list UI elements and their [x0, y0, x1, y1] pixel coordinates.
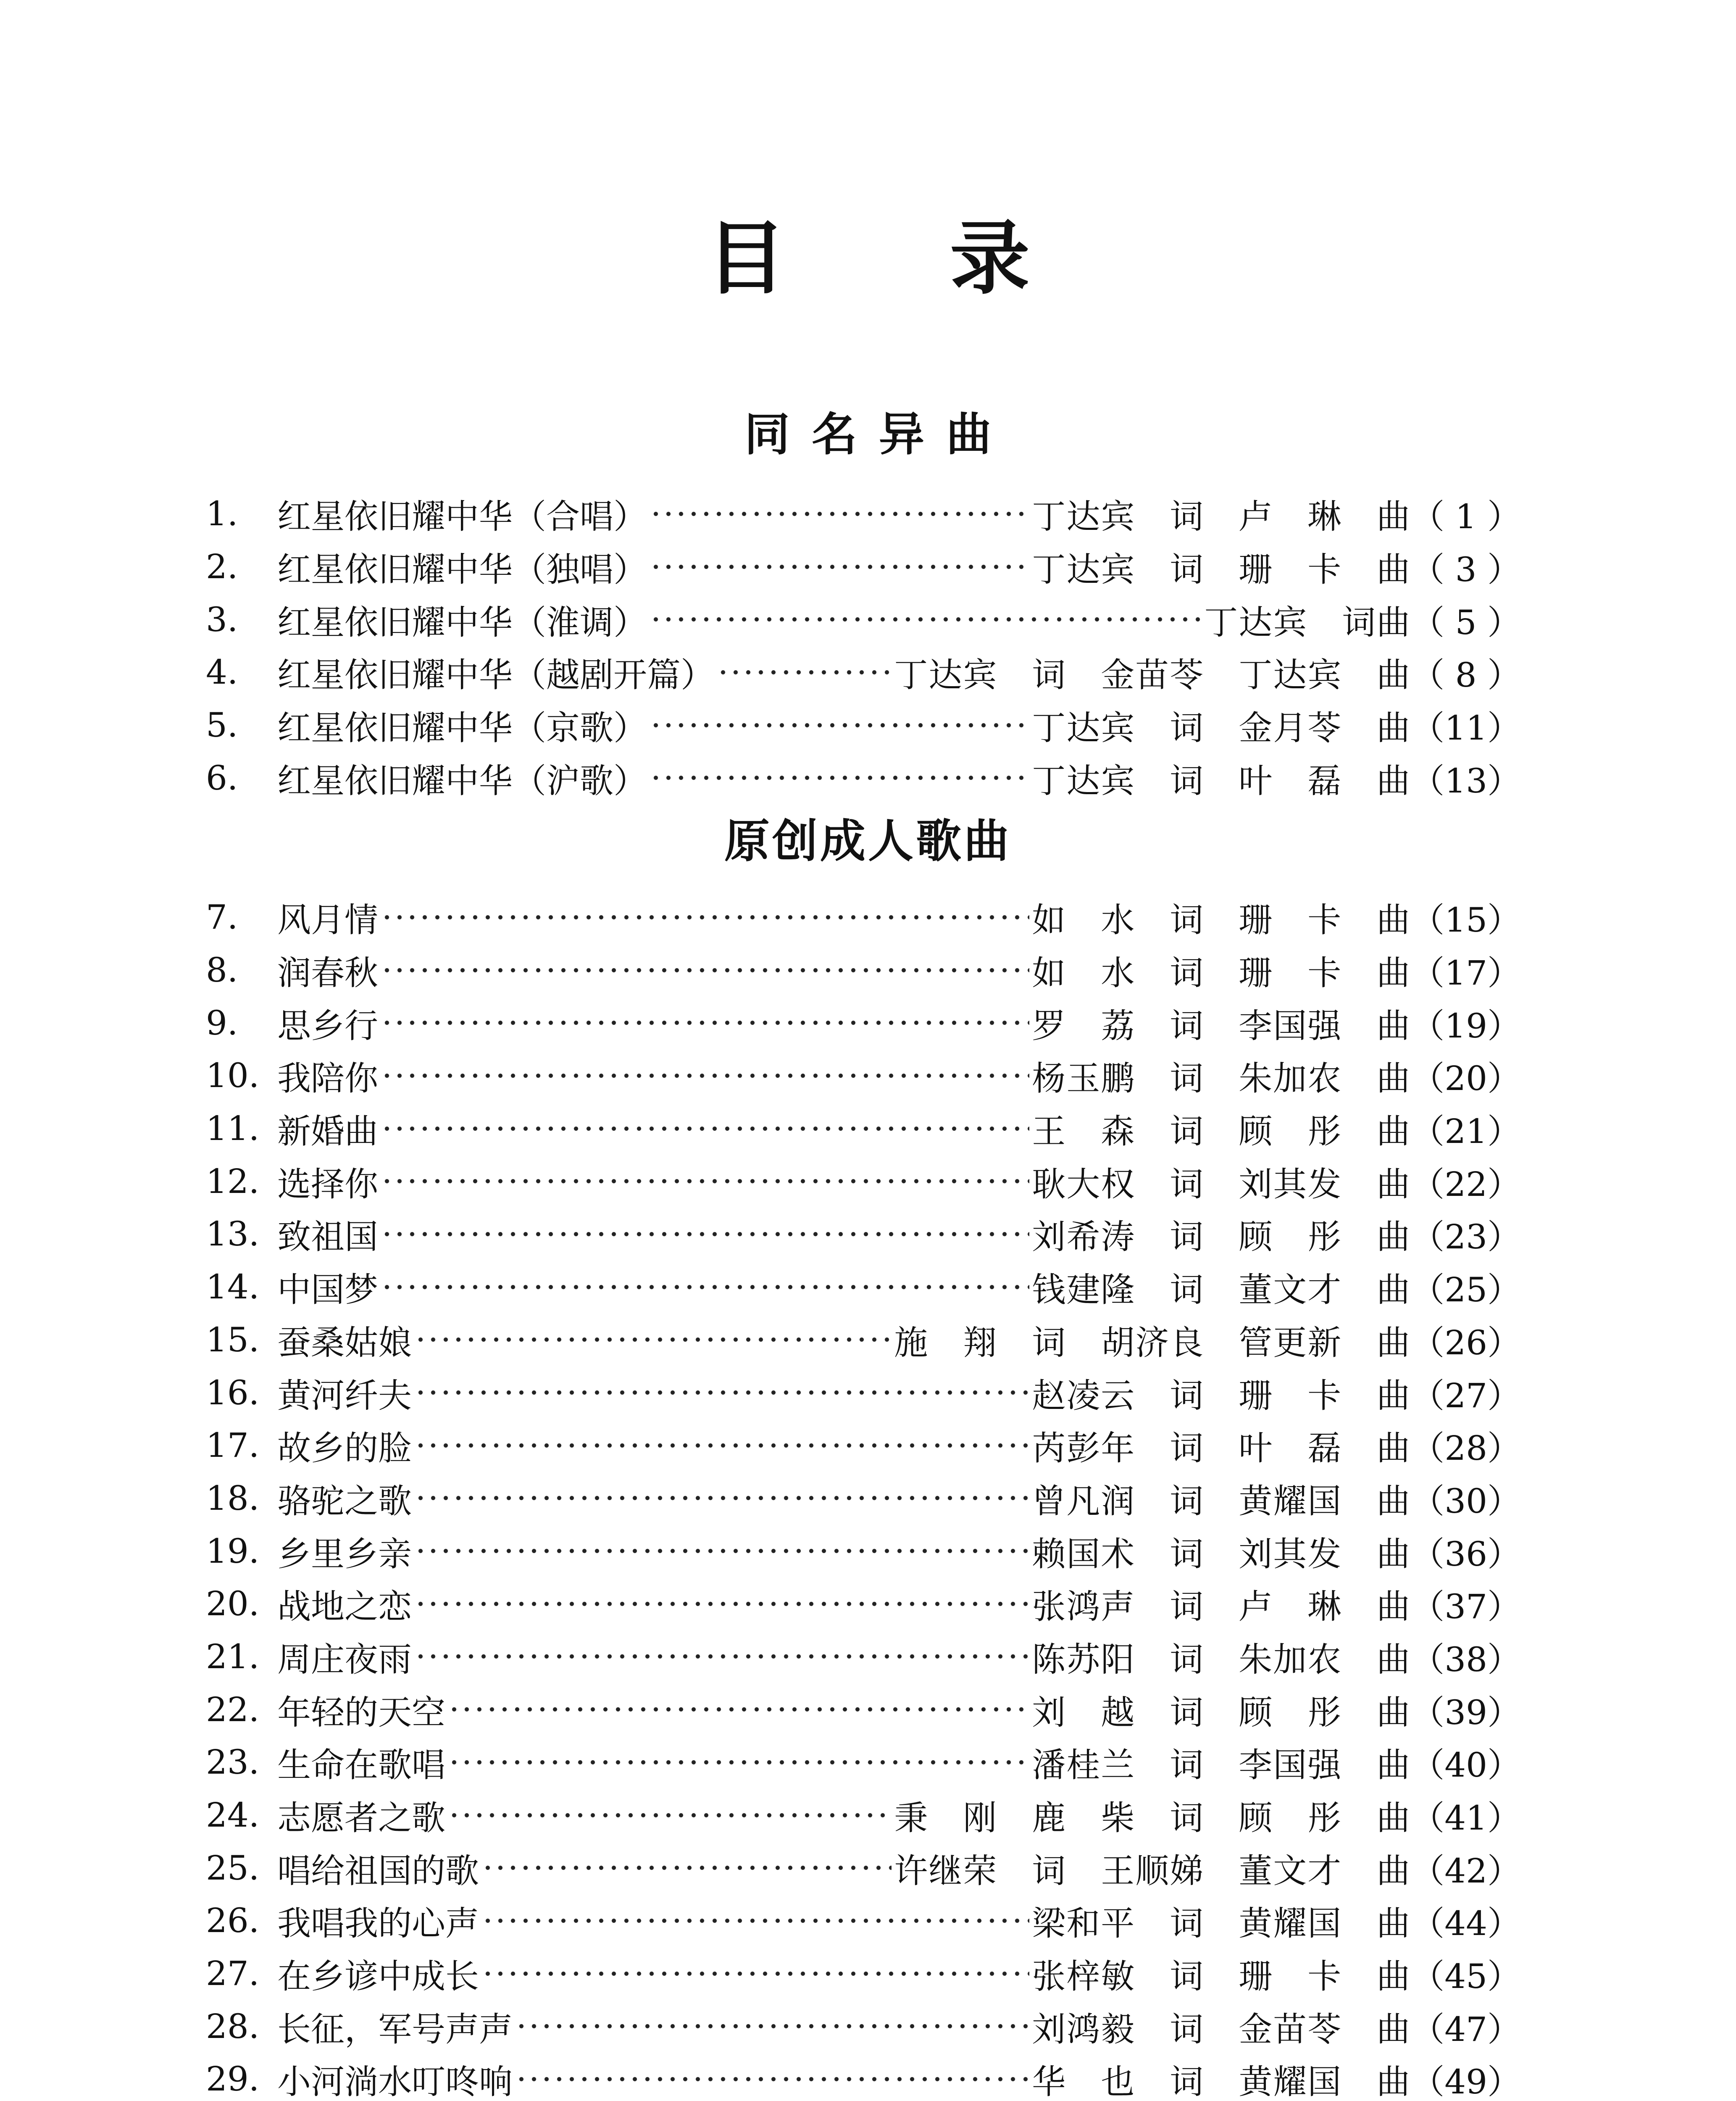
- toc-entry: [206, 1524, 1521, 1577]
- dot-leader: [414, 1547, 1029, 1555]
- toc-entry-credits: 梁和平 词 黄耀国 曲: [1032, 1904, 1411, 1943]
- toc-entry-title: 故乡的脸: [277, 1429, 412, 1468]
- toc-entry-page: （47）: [1411, 2009, 1521, 2049]
- toc-entry-title: 红星依旧耀中华（合唱）: [277, 497, 647, 537]
- toc-entry-title: 我唱我的心声: [277, 1904, 479, 1943]
- dot-leader: [381, 1177, 1029, 1185]
- toc-entry-number: 19.: [206, 1531, 260, 1571]
- toc-entry-credits: 丁达宾 词 卢 琳 曲: [1032, 497, 1411, 537]
- toc-entry-page: （23）: [1411, 1217, 1521, 1257]
- toc-entry: [206, 1049, 1521, 1102]
- toc-entry: [206, 1366, 1521, 1419]
- toc-list-same-name: [206, 487, 1521, 804]
- toc-entry-title: 战地之恋: [277, 1587, 412, 1627]
- toc-entry-page: （11）: [1411, 708, 1521, 748]
- toc-entry-number: 11.: [206, 1109, 260, 1148]
- toc-entry-credits: 王 森 词 顾 彤 曲: [1032, 1112, 1411, 1151]
- toc-entry-page: （ 5 ）: [1411, 603, 1521, 642]
- toc-entry: [206, 593, 1521, 646]
- dot-leader: [381, 913, 1029, 921]
- toc-entry-credits: 丁达宾 词 珊 卡 曲: [1032, 550, 1411, 590]
- toc-entry: [206, 2053, 1521, 2101]
- dot-leader: [414, 1441, 1029, 1450]
- toc-entry-credits: 许继荣 词 王顺娣 董文才 曲: [894, 1851, 1411, 1890]
- page-title: 目 录: [706, 211, 1072, 305]
- toc-entry: [206, 487, 1521, 540]
- toc-entry-credits: 钱建隆 词 董文才 曲: [1032, 1270, 1411, 1310]
- toc-entry-credits: 杨玉鹏 词 朱加农 曲: [1032, 1059, 1411, 1098]
- toc-entry: [206, 1577, 1521, 1630]
- toc-entry-number: 10.: [206, 1056, 260, 1095]
- toc-entry-number: 15.: [206, 1320, 260, 1359]
- toc-entry: [206, 1683, 1521, 1736]
- toc-entry-credits: 曾凡润 词 黄耀国 曲: [1032, 1481, 1411, 1521]
- toc-entry-title: 思乡行: [277, 1006, 378, 1045]
- toc-entry-number: 1.: [206, 494, 238, 534]
- toc-entry-page: （17）: [1411, 953, 1521, 993]
- toc-entry-title: 红星依旧耀中华（独唱）: [277, 550, 647, 590]
- toc-entry: [206, 944, 1521, 997]
- toc-entry-page: （ 3 ）: [1411, 550, 1521, 590]
- dot-leader: [414, 1600, 1029, 1608]
- toc-entry-title: 蚕桑姑娘: [277, 1323, 412, 1362]
- toc-entry-title: 中国梦: [277, 1270, 378, 1310]
- dot-leader: [381, 1230, 1029, 1238]
- toc-entry-title: 致祖国: [277, 1217, 378, 1257]
- toc-entry-title: 红星依旧耀中华（越剧开篇）: [277, 656, 714, 695]
- dot-leader: [448, 1758, 1029, 1767]
- toc-entry-page: （22）: [1411, 1164, 1521, 1204]
- dot-leader: [414, 1335, 892, 1344]
- toc-entry-title: 年轻的天空: [277, 1693, 445, 1732]
- toc-entry-page: （19）: [1411, 1006, 1521, 1045]
- toc-entry: [206, 1841, 1521, 1894]
- toc-entry-number: 7.: [206, 898, 238, 937]
- toc-entry-credits: 赵凌云 词 珊 卡 曲: [1032, 1376, 1411, 1415]
- toc-entry-credits: 施 翔 词 胡济良 管更新 曲: [894, 1323, 1411, 1362]
- toc-entry-number: 22.: [206, 1690, 260, 1729]
- toc-entry-title: 骆驼之歌: [277, 1481, 412, 1521]
- toc-entry-page: （30）: [1411, 1481, 1521, 1521]
- toc-entry-page: （21）: [1411, 1112, 1521, 1151]
- toc-entry: [206, 1894, 1521, 1947]
- toc-entry-credits: 丁达宾 词 叶 磊 曲: [1032, 761, 1411, 800]
- toc-entry-title: 周庄夜雨: [277, 1640, 412, 1679]
- dot-leader: [414, 1652, 1029, 1661]
- toc-entry-title: 小河淌水叮咚响: [277, 2062, 513, 2101]
- toc-entry-title: 红星依旧耀中华（淮调）: [277, 603, 647, 642]
- toc-entry-credits: 华 也 词 黄耀国 曲: [1032, 2062, 1411, 2101]
- toc-entry-credits: 罗 荔 词 李国强 曲: [1032, 1006, 1411, 1045]
- toc-entry-page: （13）: [1411, 761, 1521, 800]
- toc-list-original-songs: [206, 891, 1521, 2101]
- dot-leader: [381, 1283, 1029, 1291]
- dot-leader: [481, 1864, 892, 1872]
- toc-entry: [206, 699, 1521, 752]
- toc-entry-title: 风月情: [277, 900, 378, 940]
- toc-entry-credits: 芮彭年 词 叶 磊 曲: [1032, 1429, 1411, 1468]
- toc-entry-credits: 张梓敏 词 珊 卡 曲: [1032, 1957, 1411, 1996]
- toc-entry: [206, 1472, 1521, 1525]
- toc-entry: [206, 540, 1521, 593]
- toc-entry-page: （39）: [1411, 1693, 1521, 1732]
- toc-entry-title: 选择你: [277, 1164, 378, 1204]
- toc-entry-title: 润春秋: [277, 953, 378, 993]
- toc-entry-page: （38）: [1411, 1640, 1521, 1679]
- dot-leader: [515, 2075, 1029, 2083]
- toc-entry: [206, 646, 1521, 699]
- toc-entry-credits: 丁达宾 词 金苗苓 丁达宾 曲: [894, 656, 1411, 695]
- toc-entry-title: 乡里乡亲: [277, 1534, 412, 1574]
- dot-leader: [650, 510, 1029, 518]
- toc-entry-credits: 张鸿声 词 卢 琳 曲: [1032, 1587, 1411, 1627]
- toc-entry-page: （25）: [1411, 1270, 1521, 1310]
- toc-entry-number: 9.: [206, 1003, 238, 1043]
- toc-entry-number: 14.: [206, 1267, 260, 1307]
- toc-entry-number: 21.: [206, 1637, 260, 1676]
- toc-entry-number: 23.: [206, 1743, 260, 1782]
- toc-entry-credits: 如 水 词 珊 卡 曲: [1032, 953, 1411, 993]
- toc-entry: [206, 1208, 1521, 1261]
- toc-entry-number: 4.: [206, 653, 238, 692]
- toc-entry-title: 红星依旧耀中华（沪歌）: [277, 761, 647, 800]
- toc-entry-page: （45）: [1411, 1957, 1521, 1996]
- toc-entry: [206, 1630, 1521, 1683]
- toc-entry-page: （44）: [1411, 1904, 1521, 1943]
- toc-entry-number: 17.: [206, 1426, 260, 1465]
- toc-entry: [206, 1947, 1521, 2000]
- dot-leader: [448, 1811, 892, 1819]
- toc-entry-credits: 丁达宾 词曲: [1204, 603, 1411, 642]
- dot-leader: [381, 1124, 1029, 1133]
- toc-entry-credits: 丁达宾 词 金月苓 曲: [1032, 708, 1411, 748]
- toc-entry-credits: 刘鸿毅 词 金苗苓 曲: [1032, 2009, 1411, 2049]
- toc-entry-number: 25.: [206, 1848, 260, 1888]
- toc-entry-number: 28.: [206, 2006, 260, 2046]
- toc-entry-number: 27.: [206, 1954, 260, 1993]
- toc-entry-number: 16.: [206, 1373, 260, 1412]
- toc-entry-number: 3.: [206, 600, 238, 639]
- toc-entry-number: 12.: [206, 1161, 260, 1201]
- toc-entry: [206, 1736, 1521, 1789]
- toc-entry-number: 6.: [206, 758, 238, 798]
- toc-entry-title: 新婚曲: [277, 1112, 378, 1151]
- dot-leader: [515, 2022, 1029, 2030]
- toc-entry-title: 红星依旧耀中华（京歌）: [277, 708, 647, 748]
- toc-entry: [206, 1102, 1521, 1155]
- toc-entry: [206, 2000, 1521, 2053]
- toc-entry-title: 我陪你: [277, 1059, 378, 1098]
- toc-entry: [206, 1155, 1521, 1208]
- toc-entry-page: （36）: [1411, 1534, 1521, 1574]
- dot-leader: [481, 1969, 1029, 1978]
- section-heading-same-name: 同名异曲: [744, 408, 1013, 461]
- toc-entry-credits: 潘桂兰 词 李国强 曲: [1032, 1746, 1411, 1785]
- toc-entry-page: （28）: [1411, 1429, 1521, 1468]
- toc-entry: [206, 1261, 1521, 1314]
- toc-entry-page: （20）: [1411, 1059, 1521, 1098]
- toc-entry-page: （49）: [1411, 2062, 1521, 2101]
- toc-entry-page: （27）: [1411, 1376, 1521, 1415]
- toc-entry-credits: 秉 刚 鹿 柴 词 顾 彤 曲: [894, 1798, 1411, 1838]
- toc-entry-number: 26.: [206, 1901, 260, 1940]
- toc-entry-number: 13.: [206, 1214, 260, 1254]
- toc-entry-title: 黄河纤夫: [277, 1376, 412, 1415]
- dot-leader: [650, 721, 1029, 729]
- toc-entry-page: （41）: [1411, 1798, 1521, 1838]
- toc-entry-number: 29.: [206, 2059, 260, 2099]
- toc-entry-title: 志愿者之歌: [277, 1798, 445, 1838]
- toc-entry-page: （40）: [1411, 1746, 1521, 1785]
- dot-leader: [381, 1019, 1029, 1027]
- dot-leader: [381, 966, 1029, 974]
- toc-entry-credits: 刘希涛 词 顾 彤 曲: [1032, 1217, 1411, 1257]
- dot-leader: [381, 1072, 1029, 1080]
- toc-entry-credits: 陈苏阳 词 朱加农 曲: [1032, 1640, 1411, 1679]
- toc-entry-number: 18.: [206, 1478, 260, 1518]
- toc-entry-number: 2.: [206, 547, 238, 587]
- toc-entry: [206, 891, 1521, 944]
- toc-entry: [206, 996, 1521, 1049]
- toc-entry-title: 生命在歌唱: [277, 1746, 445, 1785]
- toc-entry-page: （ 8 ）: [1411, 656, 1521, 695]
- toc-entry-number: 8.: [206, 950, 238, 990]
- dot-leader: [717, 668, 892, 677]
- toc-entry-number: 20.: [206, 1584, 260, 1624]
- toc-entry-page: （15）: [1411, 900, 1521, 940]
- toc-entry-title: 长征，军号声声: [277, 2009, 513, 2049]
- dot-leader: [414, 1494, 1029, 1502]
- dot-leader: [414, 1388, 1029, 1397]
- dot-leader: [448, 1705, 1029, 1714]
- toc-entry-credits: 耿大权 词 刘其发 曲: [1032, 1164, 1411, 1204]
- toc-entry-number: 5.: [206, 706, 238, 745]
- dot-leader: [650, 615, 1202, 624]
- toc-entry-credits: 刘 越 词 顾 彤 曲: [1032, 1693, 1411, 1732]
- toc-entry: [206, 751, 1521, 804]
- toc-entry-title: 唱给祖国的歌: [277, 1851, 479, 1890]
- dot-leader: [650, 563, 1029, 571]
- toc-entry: [206, 1419, 1521, 1472]
- dot-leader: [650, 774, 1029, 782]
- toc-entry-credits: 如 水 词 珊 卡 曲: [1032, 900, 1411, 940]
- toc-entry-page: （42）: [1411, 1851, 1521, 1890]
- toc-entry-title: 在乡谚中成长: [277, 1957, 479, 1996]
- toc-entry-page: （26）: [1411, 1323, 1521, 1362]
- toc-entry: [206, 1314, 1521, 1366]
- section-heading-original-songs: 原创成人歌曲: [724, 815, 1012, 868]
- toc-entry-page: （ 1 ）: [1411, 497, 1521, 537]
- toc-entry-number: 24.: [206, 1796, 260, 1835]
- dot-leader: [481, 1917, 1029, 1925]
- toc-entry-page: （37）: [1411, 1587, 1521, 1627]
- toc-entry: [206, 1789, 1521, 1842]
- toc-entry-credits: 赖国术 词 刘其发 曲: [1032, 1534, 1411, 1574]
